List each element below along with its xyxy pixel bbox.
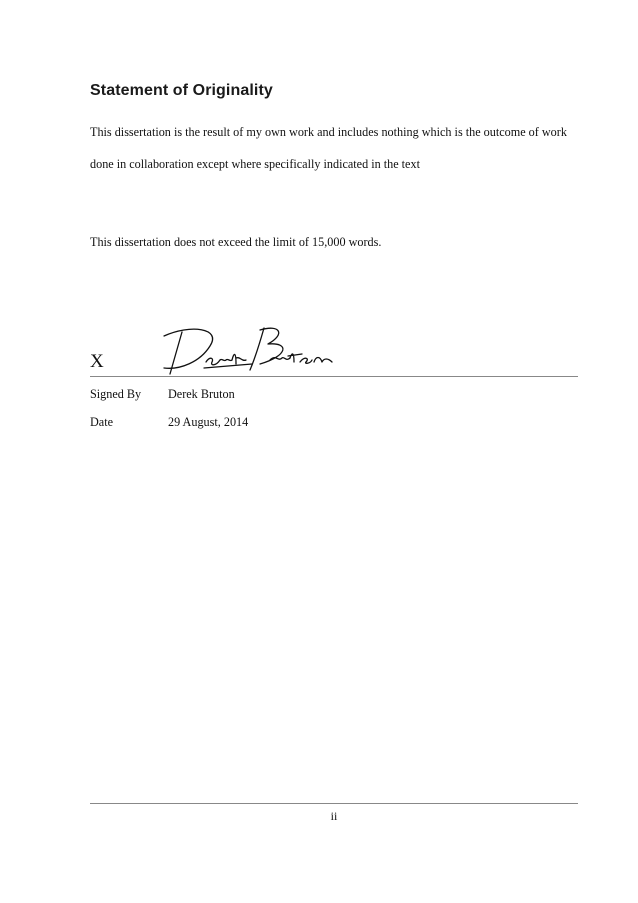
- signed-by-label: Signed By: [90, 387, 142, 401]
- date-label: Date: [90, 415, 114, 429]
- signature-mark: X: [90, 351, 104, 372]
- date-value: 29 August, 2014: [168, 415, 249, 429]
- word-limit-paragraph: This dissertation does not exceed the limit of 15,000 words.: [90, 235, 382, 249]
- originality-paragraph: This dissertation is the result of my own work and includes nothing which is the outcome of work done in collaboration except where specifically indicated in the text: [90, 125, 567, 171]
- handwritten-signature: [160, 322, 350, 378]
- footer-divider: [90, 803, 578, 804]
- page-title: Statement of Originality: [90, 82, 273, 99]
- page-number: ii: [330, 809, 338, 823]
- signed-by-value: Derek Bruton: [168, 387, 235, 401]
- signature-line: [90, 376, 578, 377]
